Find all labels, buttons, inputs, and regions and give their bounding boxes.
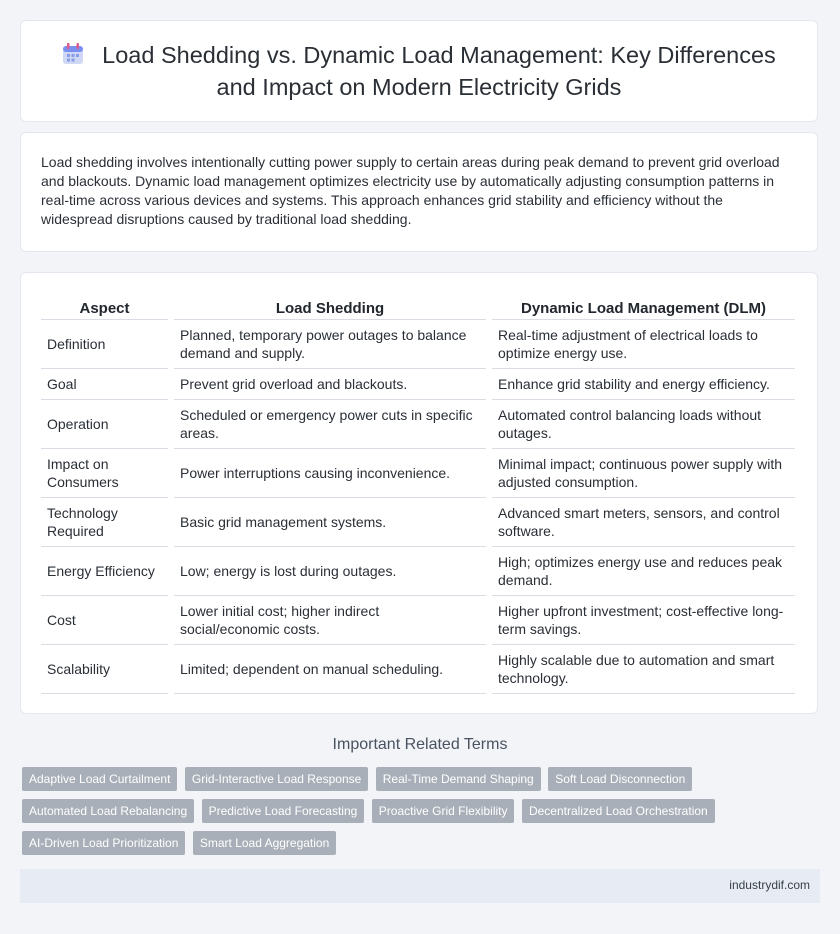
- table-row: [41, 400, 795, 449]
- row-aspect: Energy Efficiency: [41, 547, 168, 596]
- row-dlm: Automated control balancing loads without outages.: [492, 400, 795, 449]
- comparison-table: [35, 297, 801, 694]
- table-row: [41, 320, 795, 369]
- related-term-tag[interactable]: Real-Time Demand Shaping: [376, 767, 541, 791]
- row-load-shedding: Limited; dependent on manual scheduling.: [174, 645, 486, 694]
- table-row: [41, 645, 795, 694]
- header-dlm: Dynamic Load Management (DLM): [492, 297, 795, 320]
- footer-site-link[interactable]: industrydif.com: [729, 878, 810, 892]
- calendar-icon: [62, 42, 84, 72]
- row-dlm: Highly scalable due to automation and smart technology.: [492, 645, 795, 694]
- table-row: [41, 498, 795, 547]
- row-aspect: Cost: [41, 596, 168, 645]
- row-aspect: Impact on Consumers: [41, 449, 168, 498]
- row-load-shedding: Basic grid management systems.: [174, 498, 486, 547]
- header-load-shedding: Load Shedding: [174, 297, 486, 320]
- related-term-tag[interactable]: Automated Load Rebalancing: [22, 799, 194, 823]
- related-term-tag[interactable]: Proactive Grid Flexibility: [372, 799, 515, 823]
- page-title: Load Shedding vs. Dynamic Load Management: Key Differences and Impact on Modern Electricity Grids: [21, 40, 817, 102]
- comparison-table-card: [20, 272, 818, 714]
- row-dlm: Higher upfront investment; cost-effective long-term savings.: [492, 596, 795, 645]
- related-term-tag[interactable]: AI-Driven Load Prioritization: [22, 831, 185, 855]
- row-load-shedding: Prevent grid overload and blackouts.: [174, 369, 486, 400]
- table-row: [41, 596, 795, 645]
- row-dlm: Enhance grid stability and energy efficiency.: [492, 369, 795, 400]
- header-card: [20, 20, 818, 122]
- related-term-tag[interactable]: Adaptive Load Curtailment: [22, 767, 177, 791]
- row-load-shedding: Planned, temporary power outages to balance demand and supply.: [174, 320, 486, 369]
- row-dlm: Real-time adjustment of electrical loads to optimize energy use.: [492, 320, 795, 369]
- row-load-shedding: Low; energy is lost during outages.: [174, 547, 486, 596]
- row-aspect: Technology Required: [41, 498, 168, 547]
- row-aspect: Goal: [41, 369, 168, 400]
- intro-card: [20, 132, 818, 252]
- related-term-tag[interactable]: Soft Load Disconnection: [548, 767, 692, 791]
- row-dlm: Minimal impact; continuous power supply with adjusted consumption.: [492, 449, 795, 498]
- related-terms-tags: [22, 767, 822, 863]
- header-aspect: Aspect: [41, 297, 168, 320]
- footer: [20, 869, 820, 903]
- related-terms-title: Important Related Terms: [332, 736, 508, 753]
- row-aspect: Scalability: [41, 645, 168, 694]
- table-row: [41, 449, 795, 498]
- table-row: [41, 547, 795, 596]
- row-aspect: Definition: [41, 320, 168, 369]
- row-load-shedding: Scheduled or emergency power cuts in specific areas.: [174, 400, 486, 449]
- related-term-tag[interactable]: Decentralized Load Orchestration: [522, 799, 715, 823]
- row-aspect: Operation: [41, 400, 168, 449]
- row-load-shedding: Power interruptions causing inconvenience.: [174, 449, 486, 498]
- related-term-tag[interactable]: Smart Load Aggregation: [193, 831, 336, 855]
- table-row: [41, 369, 795, 400]
- intro-text: Load shedding involves intentionally cutting power supply to certain areas during peak demand to prevent grid overload and blackouts. Dynamic load management optimizes electricity use by automatically adjusting consumption patterns in real-time across various devices and systems. This approach enhances grid stability and efficiency without the widespread disruptions caused by traditional load shedding.: [41, 154, 780, 227]
- row-load-shedding: Lower initial cost; higher indirect social/economic costs.: [174, 596, 486, 645]
- related-term-tag[interactable]: Grid-Interactive Load Response: [185, 767, 368, 791]
- row-dlm: Advanced smart meters, sensors, and control software.: [492, 498, 795, 547]
- related-term-tag[interactable]: Predictive Load Forecasting: [202, 799, 365, 823]
- row-dlm: High; optimizes energy use and reduces peak demand.: [492, 547, 795, 596]
